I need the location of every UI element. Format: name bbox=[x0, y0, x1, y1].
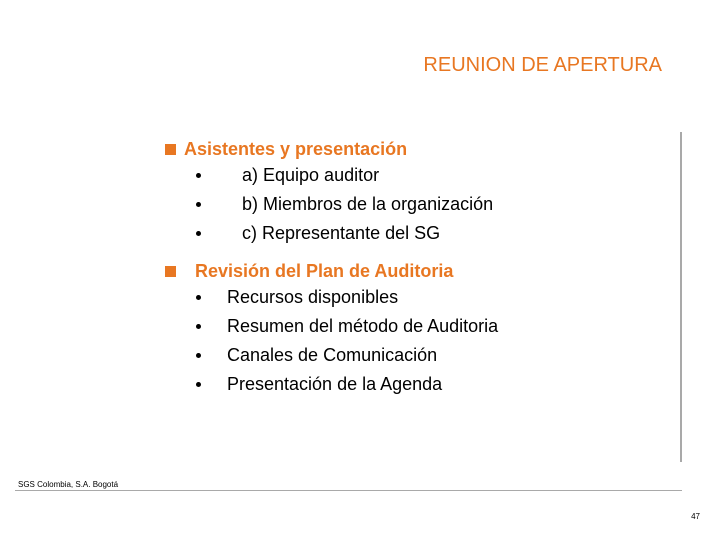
list-item-text: b) Miembros de la organización bbox=[242, 194, 494, 214]
list-item bbox=[165, 341, 665, 370]
list-item-text: c) Representante del SG bbox=[242, 223, 441, 243]
section-heading-text: Revisión del Plan de Auditoria bbox=[195, 261, 454, 281]
dot-bullet-icon bbox=[196, 295, 201, 300]
list-item bbox=[165, 219, 665, 248]
list-item-text: Recursos disponibles bbox=[227, 287, 399, 307]
section-revision bbox=[165, 259, 665, 399]
dot-bullet-icon bbox=[196, 231, 201, 236]
square-bullet-icon bbox=[165, 266, 176, 277]
list-item-text: Resumen del método de Auditoria bbox=[227, 316, 499, 336]
footer-divider bbox=[15, 490, 682, 491]
slide-content bbox=[165, 137, 665, 399]
square-bullet-icon bbox=[165, 144, 176, 155]
list-item bbox=[165, 283, 665, 312]
section-heading bbox=[165, 137, 665, 161]
list-item bbox=[165, 161, 665, 190]
list-item-text: Presentación de la Agenda bbox=[227, 374, 443, 394]
list-item bbox=[165, 312, 665, 341]
list-item bbox=[165, 370, 665, 399]
page-number: 47 bbox=[691, 512, 700, 521]
dot-bullet-icon bbox=[196, 324, 201, 329]
dot-bullet-icon bbox=[196, 202, 201, 207]
list-item bbox=[165, 190, 665, 219]
section-asistentes bbox=[165, 137, 665, 248]
right-divider bbox=[680, 132, 682, 462]
section-heading-text: Asistentes y presentación bbox=[184, 139, 408, 159]
footer-company: SGS Colombia, S.A. Bogotá bbox=[18, 480, 119, 489]
list-item-text: Canales de Comunicación bbox=[227, 345, 438, 365]
list-item-text: a) Equipo auditor bbox=[242, 165, 380, 185]
dot-bullet-icon bbox=[196, 353, 201, 358]
dot-bullet-icon bbox=[196, 173, 201, 178]
section-heading bbox=[165, 259, 665, 283]
dot-bullet-icon bbox=[196, 382, 201, 387]
slide-title: REUNION DE APERTURA bbox=[423, 54, 662, 76]
